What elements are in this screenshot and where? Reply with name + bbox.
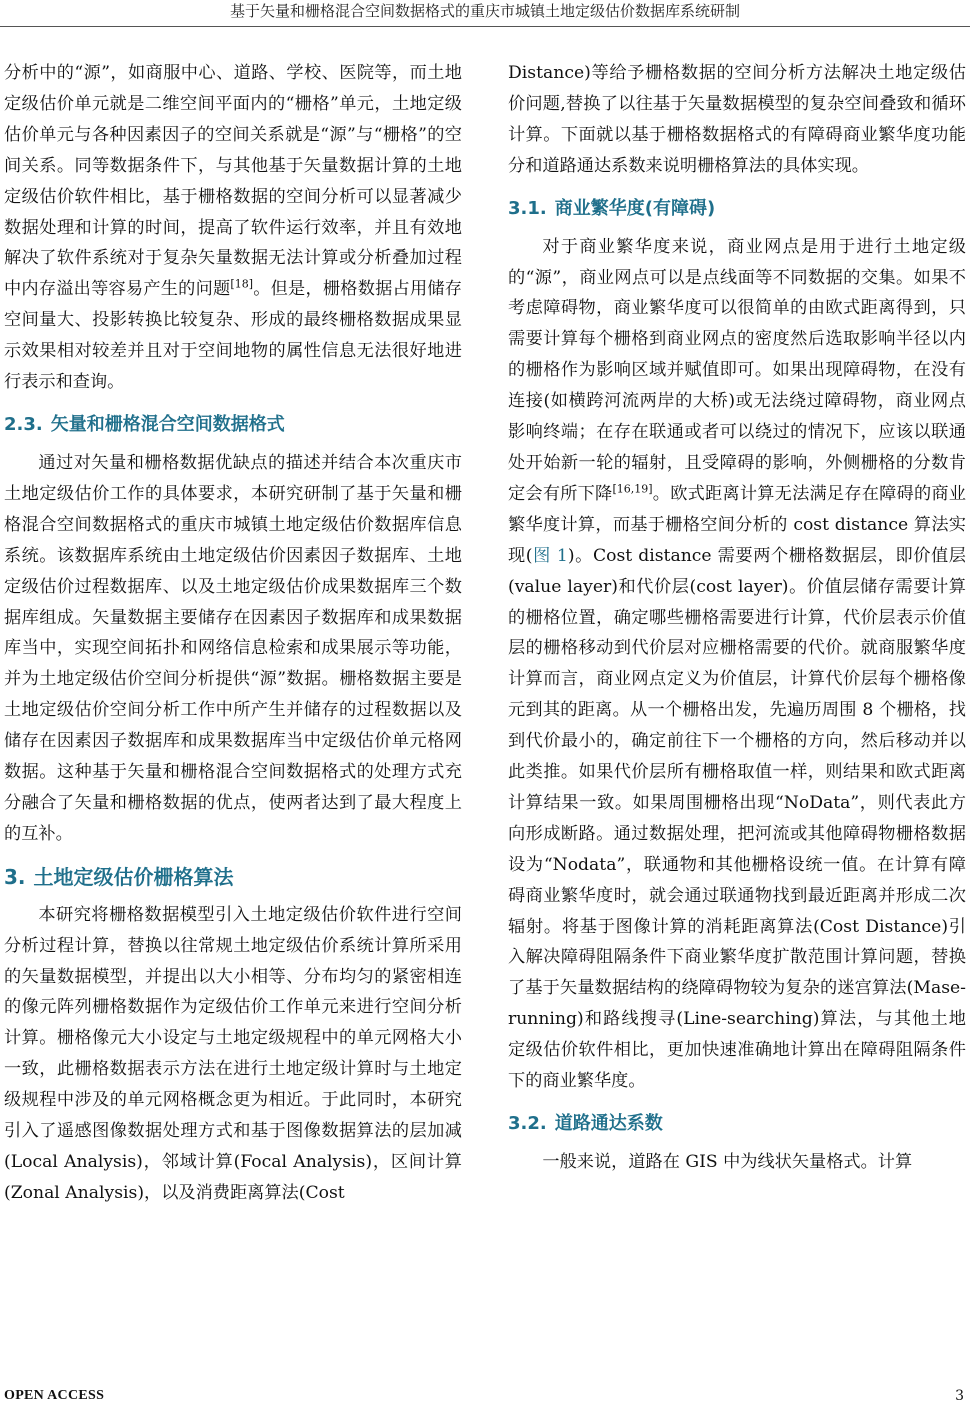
figure-reference-link[interactable]: 图 1 bbox=[532, 545, 568, 566]
paragraph: 本研究将栅格数据模型引入土地定级估价软件进行空间分析过程计算，替换以往常规土地定级估价系统计算所采用的矢量数据模型，并提出以大小相等、分布均匀的紧密相连的像元阵列栅格数据作为定级估价工作单元来进行空间分析计算。栅格像元大小设定与土地定级规程中的单元网格大小一致，此栅格数据表示方法在进行土地定级计算时与土地定级规程中涉及的单元网格概念更为相近。于此同时，本研究引入了遥感图像数据处理方式和基于图像数据算法的层加减(Local Analysis)，邻域计算(Focal Analysis)，区间计算(Zonal Analysis)，以及消费距离算法(Cost bbox=[4, 904, 462, 1203]
page-number: 3 bbox=[955, 1388, 964, 1404]
paragraph: 分析中的“源”，如商服中心、道路、学校、医院等，而土地定级估价单元就是二维空间平面内的“栅格”单元，土地定级估价单元与各种因素因子的空间关系就是“源”与“栅格”的空间关系。同等数据条件下，与其他基于矢量数据计算的土地定级估价软件相比，基于栅格数据的空间分析可以显著减少数据处理和计算的时间，提高了软件运行效率，并且有效地解决了软件系统对于复杂矢量数据无法计算或分析叠加过程中内存溢出等容易产生的问题[18]。但是，栅格数据占用储存空间量大、投影转换比较复杂、形成的最终栅格数据成果显示效果相对较差并且对于空间地物的属性信息无法很好地进行表示和查询。 bbox=[4, 63, 462, 393]
citation[interactable]: [18] bbox=[230, 277, 253, 291]
paragraph: 一般来说，道路在 GIS 中为线状矢量格式。计算 bbox=[542, 1152, 913, 1172]
paragraph: 通过对矢量和栅格数据优缺点的描述并结合本次重庆市土地定级估价工作的具体要求，本研究研制了基于矢量和栅格混合空间数据格式的重庆市城镇土地定级估价数据库信息系统。该数据库系统由土地定级估价因素因子数据库、土地定级估价过程数据库、以及土地定级估价成果数据库三个数据库组成。矢量数据主要储存在因素因子数据库和成果数据库当中，实现空间拓扑和网络信息检索和成果展示等功能，并为土地定级估价空间分析提供“源”数据。栅格数据主要是土地定级估价空间分析工作中所产生并储存的过程数据以及储存在因素因子数据库和成果数据库当中定级估价单元格网数据。这种基于矢量和栅格混合空间数据格式的处理方式充分融合了矢量和栅格数据的优点，使两者达到了最大程度上的互补。 bbox=[4, 452, 462, 844]
citation[interactable]: [16,19] bbox=[612, 482, 653, 496]
section-heading-3-2: 3.2. 道路通达系数 bbox=[508, 1113, 663, 1134]
right-column bbox=[508, 58, 966, 1178]
section-heading-3: 3. 土地定级估价栅格算法 bbox=[4, 864, 234, 889]
paragraph: 对于商业繁华度来说，商业网点是用于进行土地定级的“源”，商业网点可以是点线面等不同数据的交集。如果不考虑障碍物，商业繁华度可以很简单的由欧式距离得到，只需要计算每个栅格到商业网点的密度然后选取影响半径以内的栅格作为影响区域并赋值即可。如果出现障碍物，在没有连接(如横跨河流两岸的大桥)或无法绕过障碍物，商业网点影响终端；在存在联通或者可以绕过的情况下，应该以联通处开始新一轮的辐射，且受障碍的影响，外侧栅格的分数肯定会有所下降[16,19]。欧式距离计算无法满足存在障碍的商业繁华度计算，而基于栅格空间分析的 cost distance 算法实现(图 1)。Cost distance 需要两个栅格数据层，即价值层(value layer)和代价层(cost layer)。价值层储存需要计算的栅格位置，确定哪些栅格需要进行计算，代价层表示价值层的栅格移动到代价层对应栅格需要的代价。就商服繁华度计算而言，商业网点定义为价值层，计算代价层每个栅格像元到其的距离。从一个栅格出发，先遍历周围 8 个栅格，找到代价最小的，确定前往下一个栅格的方向，然后移动并以此类推。如果代价层所有栅格取值一样，则结果和欧式距离计算结果一致。如果周围栅格出现“NoData”，则代表此方向形成断路。通过数据处理，把河流或其他障碍物栅格数据设为“Nodata”，联通物和其他栅格设统一值。在计算有障碍商业繁华度时，就会通过联通物找到最近距离并形成二次辐射。将基于图像计算的消耗距离算法(Cost Distance)引入解决障碍阻隔条件下商业繁华度扩散范围计算问题，替换了基于矢量数据结构的绕障碍物较为复杂的迷宫算法(Mase-running)和路线搜寻(Line-searching)算法，与其他土地定级估价软件相比，更加快速准确地计算出在障碍阻隔条件下的商业繁华度。 bbox=[508, 236, 966, 1092]
paragraph: Distance)等给予栅格数据的空间分析方法解决土地定级估价问题,替换了以往基于矢量数据模型的复杂空间叠致和循环计算。下面就以基于栅格数据格式的有障碍商业繁华度功能分和道路通达系数来说明栅格算法的具体实现。 bbox=[508, 63, 966, 176]
left-column bbox=[4, 58, 462, 1209]
running-head: 基于矢量和栅格混合空间数据格式的重庆市城镇土地定级估价数据库系统研制 bbox=[0, 0, 970, 27]
section-heading-3-1: 3.1. 商业繁华度(有障碍) bbox=[508, 197, 716, 219]
section-heading-2-3: 2.3. 矢量和栅格混合空间数据格式 bbox=[4, 413, 285, 435]
journal-footer: OPEN ACCESS bbox=[4, 1388, 105, 1403]
